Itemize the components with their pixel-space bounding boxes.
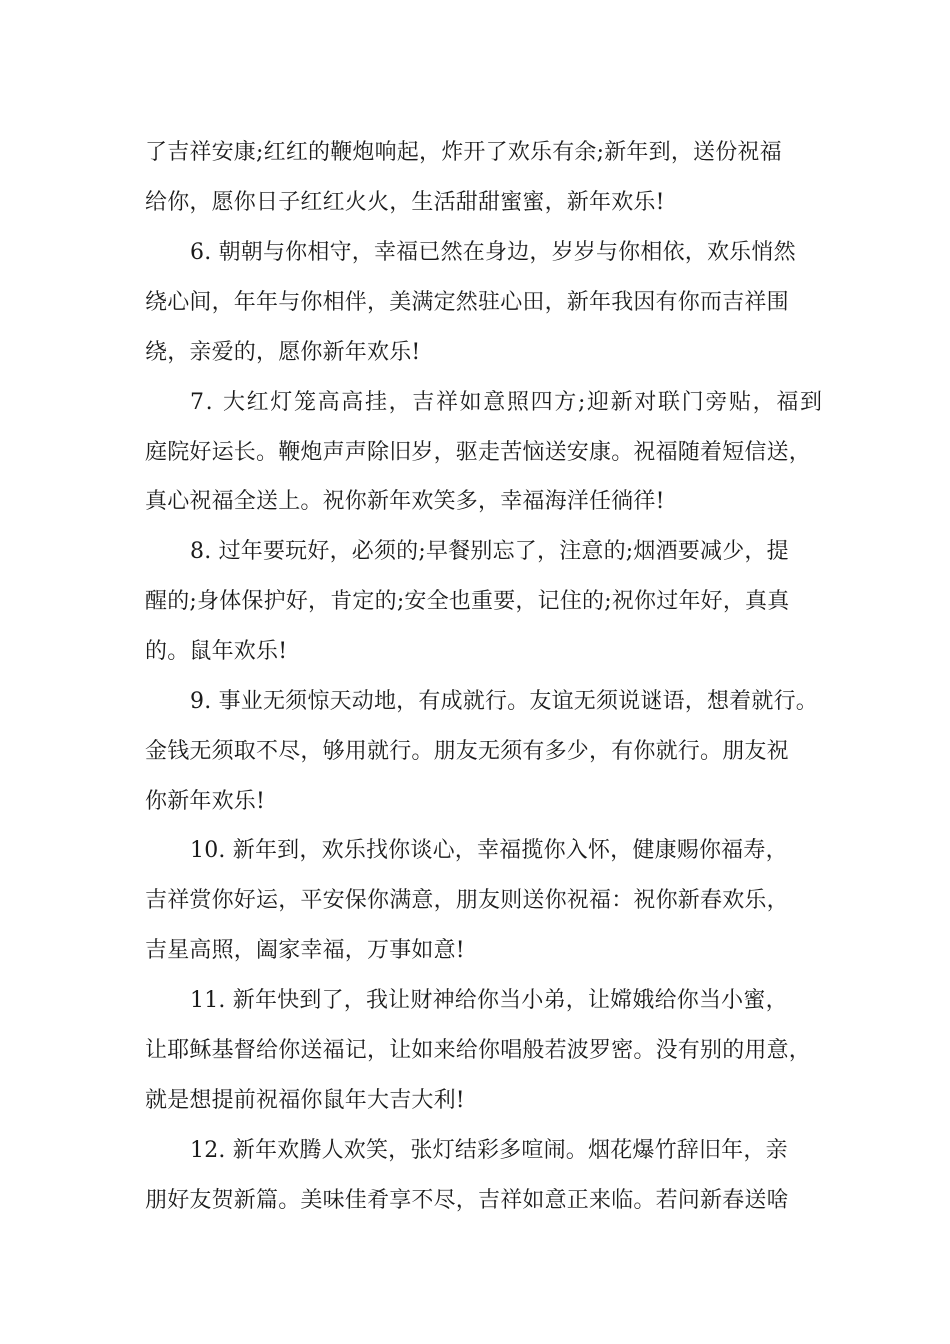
text-line: 金钱无须取不尽，够用就行。朋友无须有多少，有你就行。朋友祝 xyxy=(145,739,789,764)
text-line: 醒的;身体保护好，肯定的;安全也重要，记住的;祝你过年好，真真 xyxy=(145,589,790,614)
list-item-10-line: 10. 新年到，欢乐找你谈心，幸福揽你入怀，健康赐你福寿， xyxy=(190,838,788,863)
text-line: 就是想提前祝福你鼠年大吉大利! xyxy=(145,1088,465,1113)
text-line: 给你，愿你日子红红火火，生活甜甜蜜蜜，新年欢乐! xyxy=(145,190,665,215)
text-line: 吉祥赏你好运，平安保你满意，朋友则送你祝福：祝你新春欢乐， xyxy=(145,888,789,913)
text-line: 绕心间，年年与你相伴，美满定然驻心田，新年我因有你而吉祥围 xyxy=(145,290,789,315)
text-line: 了吉祥安康;红红的鞭炮响起，炸开了欢乐有余;新年到，送份祝福 xyxy=(145,140,782,165)
list-item-9-line: 9. 事业无须惊天动地，有成就行。友谊无须说谜语，想着就行。 xyxy=(190,689,818,714)
list-item-6-line: 6. 朝朝与你相守，幸福已然在身边，岁岁与你相依，欢乐悄然 xyxy=(190,240,796,265)
list-item-11-line: 11. 新年快到了，我让财神给你当小弟，让嫦娥给你当小蜜， xyxy=(190,988,788,1013)
list-item-12-line: 12. 新年欢腾人欢笑，张灯结彩多喧闹。烟花爆竹辞旧年，亲 xyxy=(190,1138,788,1163)
text-line: 让耶稣基督给你送福记，让如来给你唱般若波罗密。没有别的用意， xyxy=(145,1038,812,1063)
text-line: 的。鼠年欢乐! xyxy=(145,639,288,664)
text-line: 庭院好运长。鞭炮声声除旧岁，驱走苦恼送安康。祝福随着短信送， xyxy=(145,440,812,465)
text-line: 真心祝福全送上。祝你新年欢笑多，幸福海洋任徜徉! xyxy=(145,489,665,514)
text-line: 绕，亲爱的，愿你新年欢乐! xyxy=(145,340,421,365)
text-line: 朋好友贺新篇。美味佳肴享不尽，吉祥如意正来临。若问新春送啥 xyxy=(145,1188,789,1213)
text-line: 你新年欢乐! xyxy=(145,789,266,814)
list-item-7-line: 7. 大红灯笼高高挂，吉祥如意照四方;迎新对联门旁贴，福到 xyxy=(190,390,824,415)
list-item-8-line: 8. 过年要玩好，必须的;早餐别忘了，注意的;烟酒要减少，提 xyxy=(190,539,789,564)
text-line: 吉星高照，阖家幸福，万事如意! xyxy=(145,938,465,963)
